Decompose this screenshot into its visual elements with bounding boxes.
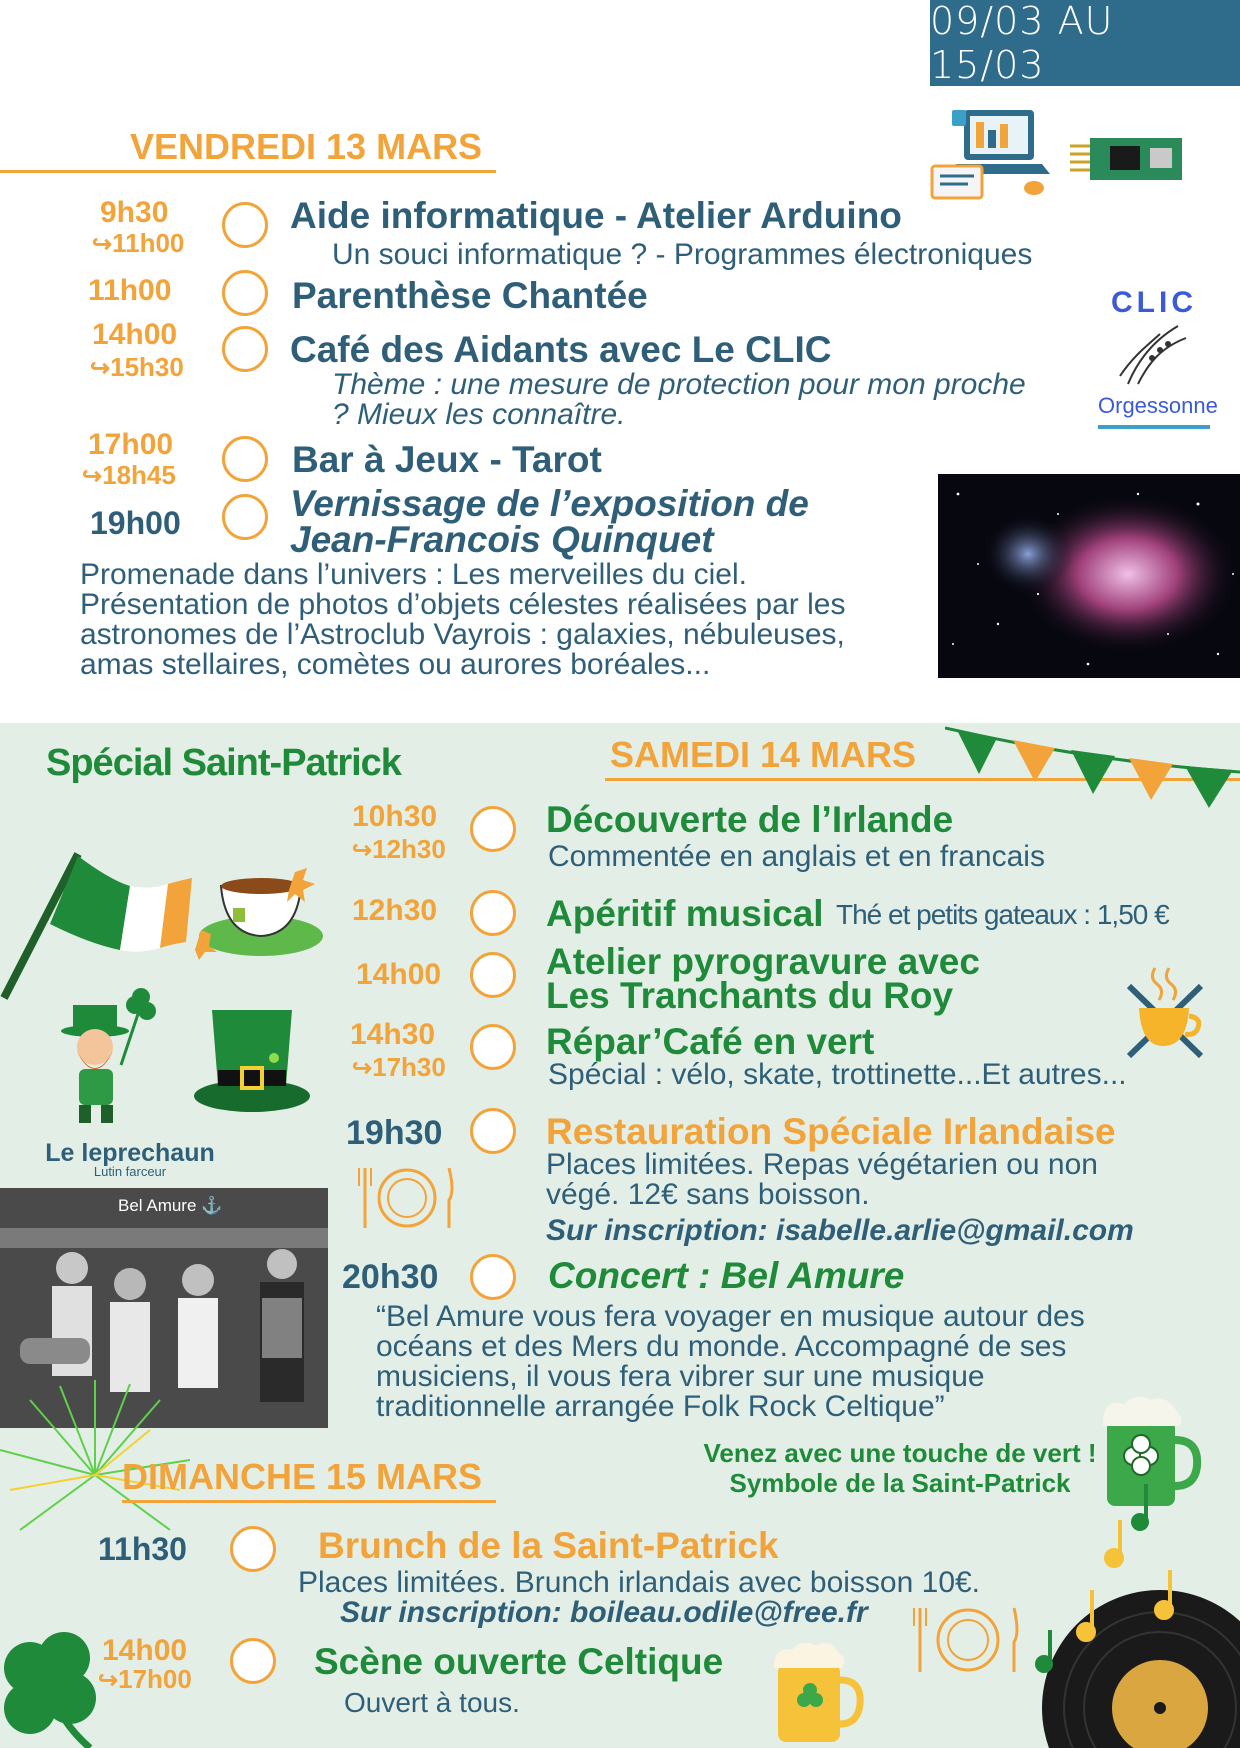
computer-icon xyxy=(930,104,1060,200)
arrow-icon: ↪ xyxy=(82,463,103,490)
event-desc: Thème : une mesure de protection pour mon proche ? Mieux les connaître. xyxy=(332,368,1026,431)
event-time: 14h00 xyxy=(356,958,442,991)
event-desc: Ouvert à tous. xyxy=(344,1687,520,1718)
checkbox-circle[interactable] xyxy=(230,1526,276,1572)
event-title-line2: Jean-Francois Quinquet xyxy=(290,519,714,560)
plate-cutlery-icon xyxy=(910,1604,1025,1676)
event-title: Bar à Jeux - Tarot xyxy=(292,439,602,480)
event-time: 14h00 xyxy=(92,318,178,351)
event-time: 9h30 xyxy=(100,196,169,229)
band-photo: Bel Amure ⚓ xyxy=(0,1188,328,1428)
vinyl-record-icon xyxy=(1020,1480,1240,1748)
checkbox-circle[interactable] xyxy=(470,952,516,998)
event-title: Parenthèse Chantée xyxy=(292,275,648,316)
arrow-icon: ↪ xyxy=(352,1055,373,1082)
checkbox-circle[interactable] xyxy=(470,1254,516,1300)
event-title: Restauration Spéciale Irlandaise xyxy=(546,1111,1116,1152)
green-hat-icon xyxy=(192,1006,312,1116)
event-title: Apéritif musical xyxy=(546,893,824,934)
event-end-time: ↪17h30 xyxy=(352,1052,446,1082)
special-saint-patrick-label: Spécial Saint-Patrick xyxy=(46,742,401,784)
concert-description: “Bel Amure vous fera voyager en musique autour des océans et des Mers du monde. Accompagné de ses musiciens, il vous fera vibrer sur une musique traditionnelle arrangée Folk Rock Celtique” xyxy=(376,1300,1085,1423)
event-title-line2: Les Tranchants du Roy xyxy=(546,975,954,1016)
sunday-underline xyxy=(122,1500,496,1503)
inscription-email[interactable]: Sur inscription: isabelle.arlie@gmail.com xyxy=(546,1214,1134,1247)
checkbox-circle[interactable] xyxy=(470,1024,516,1070)
leprechaun-icon xyxy=(55,985,165,1130)
event-time: 14h00 xyxy=(102,1634,188,1667)
arrow-icon: ↪ xyxy=(92,231,113,258)
event-end-time: ↪15h30 xyxy=(90,352,184,382)
checkbox-circle[interactable] xyxy=(222,436,268,482)
arrow-icon: ↪ xyxy=(90,355,111,382)
event-desc: Un souci informatique ? - Programmes électroniques xyxy=(332,238,1033,271)
inscription-email[interactable]: Sur inscription: boileau.odile@free.fr xyxy=(340,1596,868,1629)
checkbox-circle[interactable] xyxy=(470,1108,516,1154)
clic-logo: CLIC Orgessonne xyxy=(1098,286,1210,440)
event-time: 20h30 xyxy=(342,1258,439,1296)
arduino-board-icon xyxy=(1070,134,1185,184)
event-title-line1: Atelier pyrogravure avec xyxy=(546,941,980,982)
event-desc: Places limitées. Brunch irlandais avec boisson 10€. xyxy=(298,1566,981,1599)
event-desc-line1: Places limitées. Repas végétarien ou non xyxy=(546,1148,1098,1181)
plate-cutlery-icon xyxy=(355,1162,460,1232)
event-end-time: ↪12h30 xyxy=(352,834,446,864)
checkbox-circle[interactable] xyxy=(230,1638,276,1684)
event-time: 19h30 xyxy=(346,1114,443,1152)
green-note: Venez avec une touche de vert ! Symbole de la Saint-Patrick xyxy=(703,1438,1097,1498)
nebula-photo xyxy=(938,474,1240,678)
event-title: Aide informatique - Atelier Arduino xyxy=(290,195,902,236)
friday-underline xyxy=(0,170,496,173)
event-time: 11h30 xyxy=(98,1531,187,1567)
checkbox-circle[interactable] xyxy=(222,326,268,372)
event-end-time: ↪11h00 xyxy=(92,228,185,258)
bunting-decoration xyxy=(945,722,1240,818)
event-desc: Commentée en anglais et en francais xyxy=(548,840,1045,873)
event-time: 19h00 xyxy=(90,505,181,541)
friday-title: VENDREDI 13 MARS xyxy=(130,126,483,167)
sunday-title: DIMANCHE 15 MARS xyxy=(122,1456,483,1497)
event-title: Scène ouverte Celtique xyxy=(314,1641,724,1682)
irish-flag-icon xyxy=(0,850,195,1000)
event-desc: Spécial : vélo, skate, trottinette...Et autres... xyxy=(548,1058,1127,1091)
checkbox-circle[interactable] xyxy=(470,806,516,852)
date-range-badge: 09/03 AU 15/03 xyxy=(930,0,1240,86)
event-title: Découverte de l’Irlande xyxy=(546,799,954,840)
event-time: 12h30 xyxy=(352,894,438,927)
checkbox-circle[interactable] xyxy=(222,202,268,248)
event-time: 14h30 xyxy=(350,1018,436,1051)
expo-description: Promenade dans l’univers : Les merveilles du ciel. Présentation de photos d’objets célestes réalisées par les astronomes de l’Astroclub Vayrois : galaxies, nébuleuses, amas stellaires, comètes ou aurores boréales... xyxy=(80,558,846,681)
event-extra: Thé et petits gateaux : 1,50 € xyxy=(836,899,1169,930)
arrow-icon: ↪ xyxy=(98,1667,119,1694)
event-time: 10h30 xyxy=(352,800,438,833)
event-desc-line2: végé. 12€ sans boisson. xyxy=(546,1178,870,1211)
shamrock-icon xyxy=(0,1632,110,1748)
checkbox-circle[interactable] xyxy=(470,890,516,936)
event-title: Répar’Café en vert xyxy=(546,1021,875,1062)
event-end-time: ↪17h00 xyxy=(98,1664,192,1694)
saturday-title: SAMEDI 14 MARS xyxy=(610,734,917,775)
event-end-time: ↪18h45 xyxy=(82,460,176,490)
repair-cafe-icon xyxy=(1125,966,1207,1062)
event-title: Café des Aidants avec Le CLIC xyxy=(290,329,832,370)
event-title-line1: Vernissage de l’exposition de xyxy=(290,483,809,524)
wheat-icon xyxy=(1098,320,1210,388)
beer-mug-icon xyxy=(770,1636,866,1744)
leprechaun-caption: Le leprechaun Lutin farceur xyxy=(45,1139,215,1179)
event-time: 11h00 xyxy=(88,274,172,307)
event-time: 17h00 xyxy=(88,428,174,461)
event-title: Brunch de la Saint-Patrick xyxy=(318,1525,779,1566)
teacup-icon xyxy=(195,864,330,960)
checkbox-circle[interactable] xyxy=(222,270,268,316)
checkbox-circle[interactable] xyxy=(222,494,268,540)
arrow-icon: ↪ xyxy=(352,837,373,864)
event-title: Concert : Bel Amure xyxy=(548,1255,905,1296)
